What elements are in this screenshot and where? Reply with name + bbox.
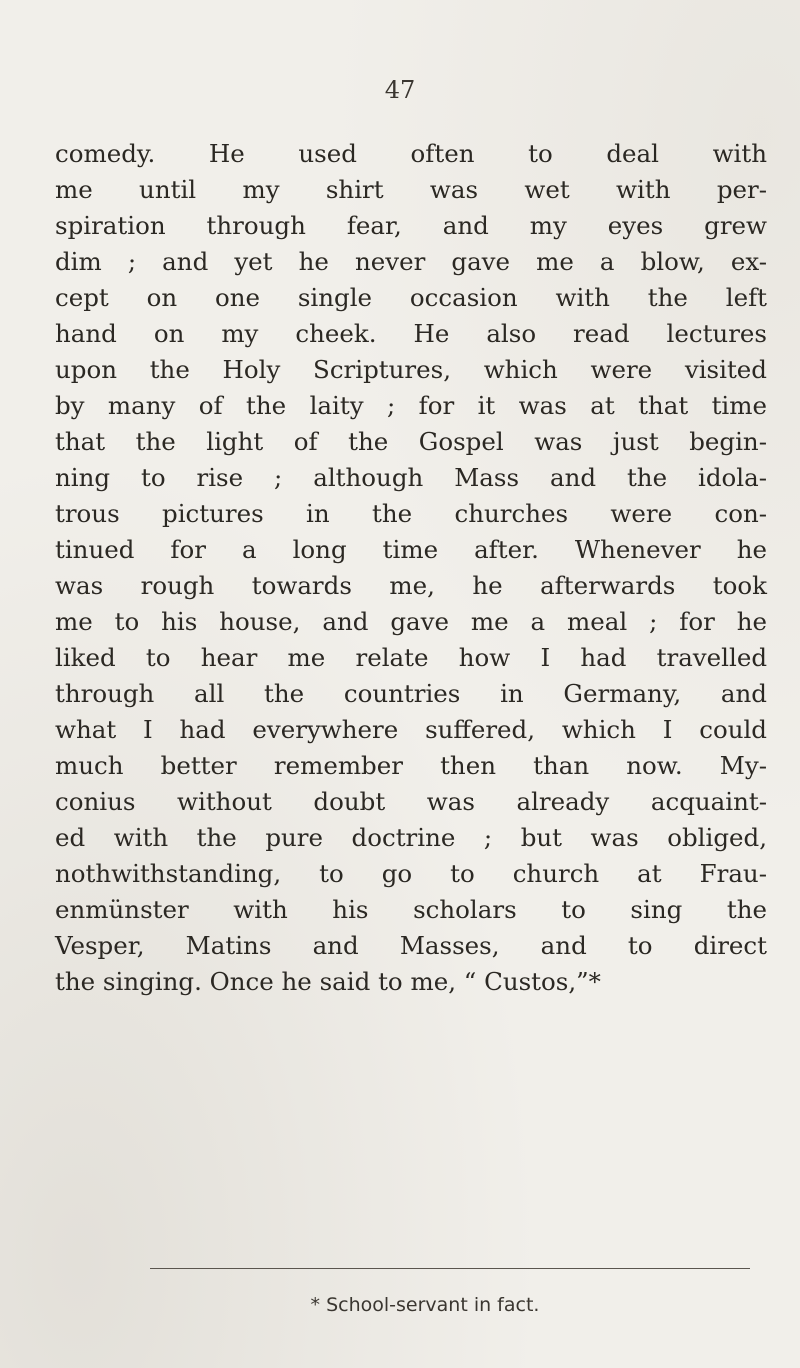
text-line: me to his house, and gave me a meal ; for he [55, 607, 767, 636]
text-line: spiration through fear, and my eyes grew [55, 211, 767, 240]
text-line: was rough towards me, he afterwards took [55, 571, 767, 600]
text-line: conius without doubt was already acquaint- [55, 787, 767, 816]
text-line: dim ; and yet he never gave me a blow, ex- [55, 247, 767, 276]
text-line: liked to hear me relate how I had travelled [55, 643, 767, 672]
page-number: 47 [384, 76, 416, 104]
text-line: trous pictures in the churches were con- [55, 499, 767, 528]
text-line: tinued for a long time after. Whenever he [55, 535, 767, 564]
text-line: by many of the laity ; for it was at that time [55, 391, 767, 420]
footnote: * School-servant in fact. [310, 1294, 540, 1316]
text-line: hand on my cheek. He also read lectures [55, 319, 767, 348]
text-line: the singing. Once he said to me, “ Custos,”* [55, 967, 601, 996]
text-line: ning to rise ; although Mass and the idola- [55, 463, 767, 492]
body-text [55, 136, 767, 1000]
text-line: nothwithstanding, to go to church at Frau- [55, 859, 767, 888]
text-line: upon the Holy Scriptures, which were visited [55, 355, 767, 384]
footnote-divider [150, 1268, 750, 1269]
text-line: ed with the pure doctrine ; but was obliged, [55, 823, 767, 852]
text-line: that the light of the Gospel was just begin- [55, 427, 767, 456]
text-line: enmünster with his scholars to sing the [55, 895, 767, 924]
text-line: Vesper, Matins and Masses, and to direct [55, 931, 767, 960]
text-line: what I had everywhere suffered, which I could [55, 715, 767, 744]
text-line: much better remember then than now. My- [55, 751, 767, 780]
text-line: cept on one single occasion with the left [55, 283, 767, 312]
text-line: comedy. He used often to deal with [55, 139, 767, 168]
text-line: through all the countries in Germany, and [55, 679, 767, 708]
text-line: me until my shirt was wet with per- [55, 175, 767, 204]
